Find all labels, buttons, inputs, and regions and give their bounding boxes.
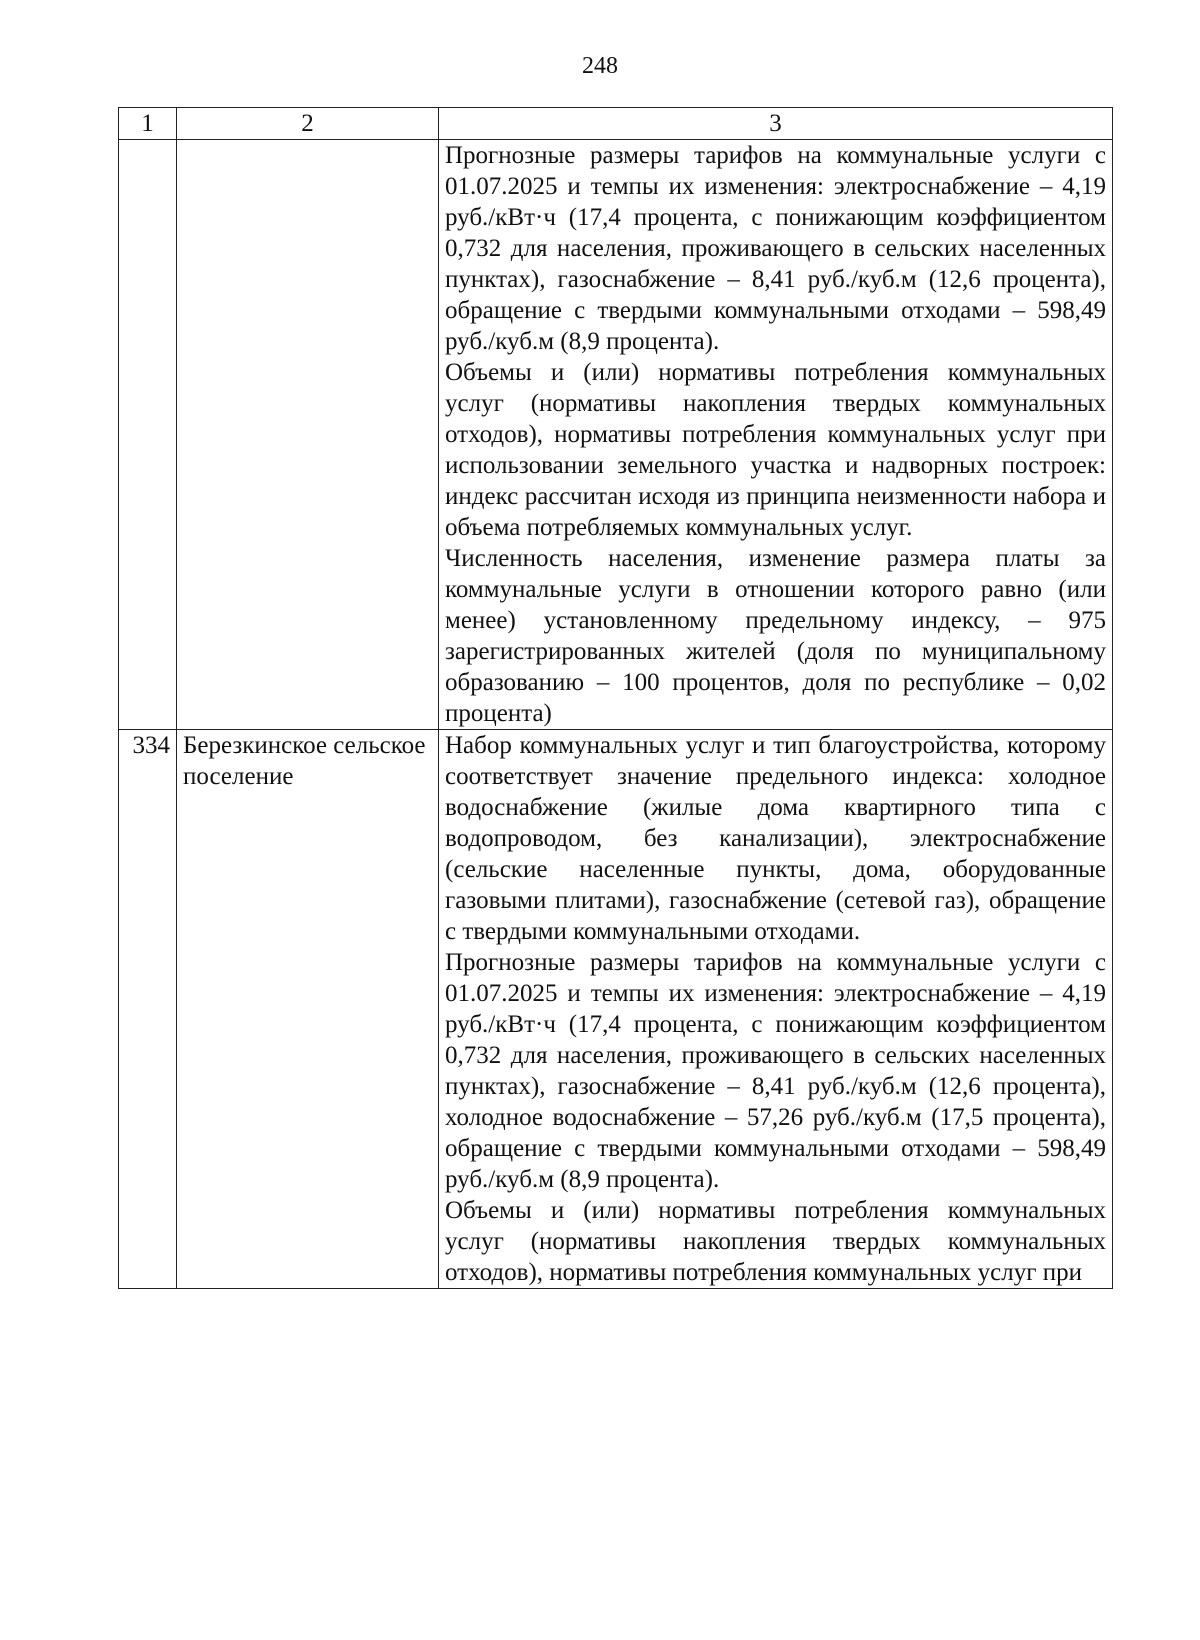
description-paragraph: Объемы и (или) нормативы потребления коммунальных услуг (нормативы накопления твердых коммунальных отходов), нормативы потребления коммунальных услуг при использовании земельного участка и надворных построек: индекс рассчитан исходя из принципа неизменности набора и объема потребляемых коммунальных услуг. [445,359,1106,541]
row-number-cell: 334 [119,730,177,1289]
description-paragraph: Прогнозные размеры тарифов на коммунальные услуги с 01.07.2025 и темпы их изменения: электроснабжение – 4,19 руб./кВт·ч (17,4 процента, с понижающим коэффициентом 0,732 для населения, проживающего в сельских населенных пунктах), газоснабжение – 8,41 руб./куб.м (12,6 процента), обращение с твердыми коммунальными отходами – 598,49 руб./куб.м (8,9 процента). [445,142,1106,355]
description-paragraph: Прогнозные размеры тарифов на коммунальные услуги с 01.07.2025 и темпы их изменения: электроснабжение – 4,19 руб./кВт·ч (17,4 процента, с понижающим коэффициентом 0,732 для населения, проживающего в сельских населенных пунктах), газоснабжение – 8,41 руб./куб.м (12,6 процента), холодное водоснабжение – 57,26 руб./куб.м (17,5 процента), обращение с твердыми коммунальными отходами – 598,49 руб./куб.м (8,9 процента). [445,949,1106,1193]
description-paragraph: Численность населения, изменение размера платы за коммунальные услуги в отношении которого равно (или менее) установленному предельному индексу, – 975 зарегистрированных жителей (доля по муниципальному образованию – 100 процентов, доля по республике – 0,02 процента) [445,545,1106,727]
row-number-cell [119,140,177,730]
column-header-name: 2 [177,108,439,140]
table-row [119,730,1113,1289]
settlement-name-cell: Березкинское сельское поселение [177,730,439,1289]
description-paragraph: Набор коммунальных услуг и тип благоустройства, которому соответствует значение предельного индекса: холодное водоснабжение (жилые дома квартирного типа с водопроводом, без канализации), электроснабжение (сельские населенные пункты, дома, оборудованные газовыми плитами), газоснабжение (сетевой газ), обращение с твердыми коммунальными отходами. [445,732,1106,945]
description-cell [439,730,1113,1289]
table-header-row [119,108,1113,140]
column-header-description: 3 [439,108,1113,140]
tariff-table [118,107,1113,1289]
description-cell [439,140,1113,730]
column-header-number: 1 [119,108,177,140]
description-paragraph: Объемы и (или) нормативы потребления коммунальных услуг (нормативы накопления твердых коммунальных отходов), нормативы потребления коммунальных услуг при [445,1197,1106,1286]
settlement-name-cell [177,140,439,730]
table-row [119,140,1113,730]
page-number: 248 [582,53,618,79]
